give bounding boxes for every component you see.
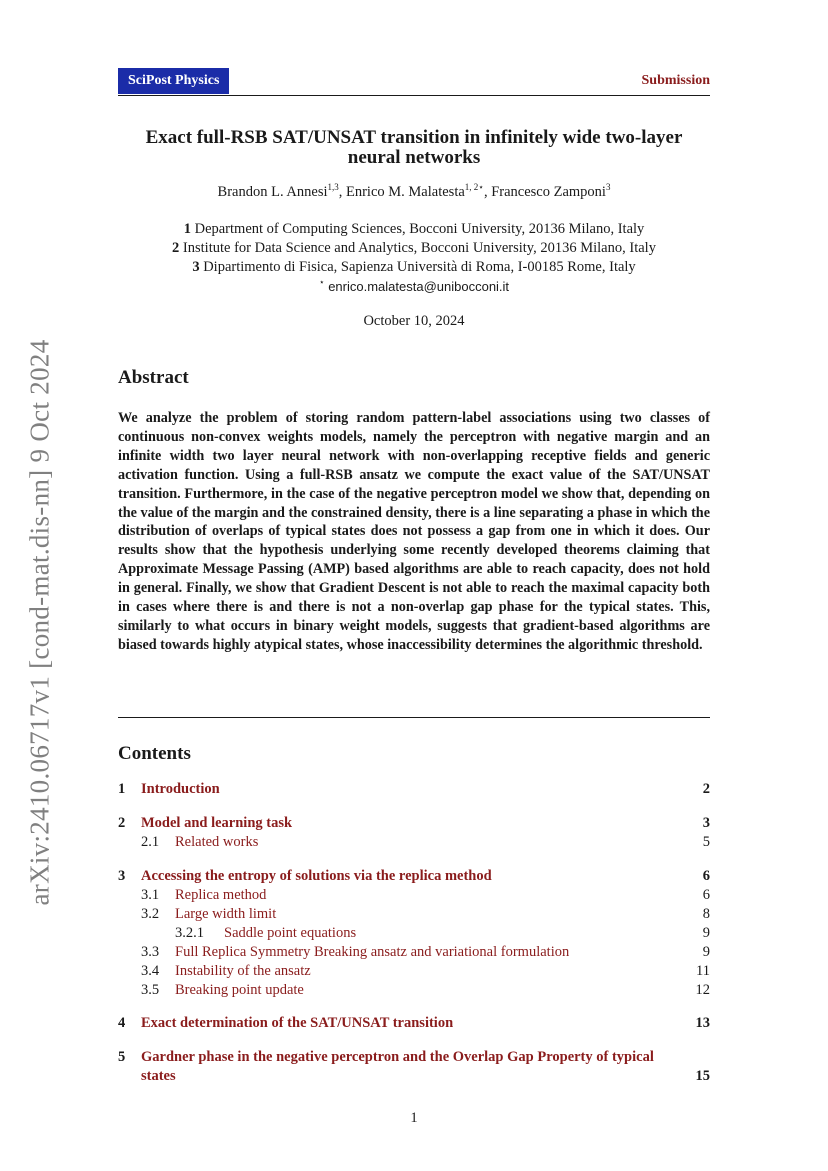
author-name: Enrico M. Malatesta [346, 184, 465, 200]
author-separator: , [338, 184, 346, 200]
toc-entry[interactable] [118, 1014, 710, 1033]
toc-title[interactable]: Model and learning task [141, 815, 293, 831]
affiliation-line [118, 258, 710, 277]
author-name: Brandon L. Annesi [217, 184, 328, 200]
toc-entry[interactable] [118, 1048, 710, 1086]
toc-number: 3.4 [141, 963, 160, 979]
affiliation-number: 2 [172, 240, 180, 256]
toc-page: 9 [702, 944, 710, 960]
page-number: 1 [410, 1110, 418, 1126]
toc-title[interactable]: Large width limit [175, 906, 277, 922]
affiliation-line [118, 220, 710, 239]
affiliation-text: Department of Computing Sciences, Bocconi University, 20136 Milano, Italy [194, 221, 645, 237]
toc-title[interactable]: Breaking point update [175, 982, 304, 998]
author-affiliation-mark: 3 [605, 182, 611, 193]
toc-title[interactable]: Accessing the entropy of solutions via the replica method [141, 868, 492, 884]
toc-entry[interactable] [118, 943, 710, 962]
toc-title[interactable]: Replica method [175, 887, 267, 903]
affiliation-number: 3 [192, 259, 200, 275]
toc-number: 3.1 [141, 887, 160, 903]
abstract-heading: Abstract [118, 367, 189, 388]
toc-entry[interactable] [118, 833, 710, 852]
toc-number: 3.2 [141, 906, 160, 922]
toc-page: 8 [702, 906, 710, 922]
toc-page: 13 [695, 1015, 710, 1031]
section-divider [118, 717, 710, 718]
toc-title[interactable]: Gardner phase in the negative perceptron and the Overlap Gap Property of typical states [141, 1049, 654, 1084]
author-list [118, 184, 710, 201]
toc-page: 5 [702, 834, 710, 850]
toc-page: 6 [702, 868, 710, 884]
toc-page: 2 [702, 781, 710, 797]
affiliations [118, 220, 710, 297]
affiliation-text: Dipartimento di Fisica, Sapienza Università di Roma, I-00185 Rome, Italy [203, 259, 636, 275]
paper-title: Exact full-RSB SAT/UNSAT transition in infinitely wide two-layer neural networks [145, 127, 683, 168]
toc-entry[interactable] [118, 780, 710, 799]
toc-page: 3 [702, 815, 710, 831]
publication-date: October 10, 2024 [363, 313, 465, 329]
toc-number: 3.2.1 [175, 925, 204, 941]
affiliation-text: Institute for Data Science and Analytics, Bocconi University, 20136 Milano, Italy [182, 240, 656, 256]
author-affiliation-mark: 1, 2⋆ [464, 182, 484, 193]
arxiv-sidebar [14, 330, 66, 914]
toc-entry[interactable] [118, 924, 710, 943]
author-name: Francesco Zamponi [491, 184, 606, 200]
toc-title[interactable]: Instability of the ansatz [175, 963, 311, 979]
toc-number: 3.3 [141, 944, 160, 960]
contact-email [118, 277, 710, 297]
email-address[interactable]: enrico.malatesta@unibocconi.it [328, 279, 510, 294]
arxiv-identifier: arXiv:2410.06717v1 [cond-mat.dis-nn] 9 Oct 2024 [24, 338, 55, 906]
toc-entry[interactable] [118, 962, 710, 981]
toc-title[interactable]: Related works [175, 834, 259, 850]
toc-title[interactable]: Full Replica Symmetry Breaking ansatz and variational formulation [175, 944, 570, 960]
journal-badge: SciPost Physics [118, 68, 229, 94]
page-header [118, 68, 710, 96]
toc-number: 2.1 [141, 834, 160, 850]
toc-page: 9 [702, 925, 710, 941]
abstract-text: We analyze the problem of storing random pattern-label associations using two classes of continuous non-convex weights models, namely the perceptron with negative margin and an infinite width two layer neural network with non-overlapping receptive fields and generic activation function. Using a full-RSB ansatz we compute the exact value of the SAT/UNSAT transition. Furthermore, in the case of the negative perceptron model we show that, depending on the value of the margin and the constrained density, there is a line separating a phase in which the distribution of overlaps of typical states does not possess a gap from one in which it does. Our results show that the hypothesis underlying some recently developed theorems claiming that Approximate Message Passing (AMP) based algorithms are able to reach capacity, does not hold in general. Finally, we show that Gradient Descent is not able to reach the maximal capacity both in cases where there is and there is not a non-overlap gap phase for the typical states. This, similarly to what occurs in binary weight models, suggests that gradient-based algorithms are biased towards highly atypical states, whose inaccessibility determines the algorithmic threshold. [118, 410, 710, 653]
toc-number: 3 [118, 868, 126, 884]
author-separator: , [483, 184, 492, 200]
toc-entry[interactable] [118, 905, 710, 924]
toc-title[interactable]: Introduction [141, 781, 220, 797]
toc-title[interactable]: Exact determination of the SAT/UNSAT transition [141, 1015, 454, 1031]
contents-heading: Contents [118, 743, 191, 764]
toc-number: 3.5 [141, 982, 160, 998]
affiliation-line [118, 239, 710, 258]
toc-page: 6 [702, 887, 710, 903]
toc-entry[interactable] [118, 867, 710, 886]
toc-number: 4 [118, 1015, 126, 1031]
toc-number: 5 [118, 1049, 126, 1065]
toc-title[interactable]: Saddle point equations [224, 925, 357, 941]
affiliation-number: 1 [183, 221, 191, 237]
author-affiliation-mark: 1,3 [327, 182, 339, 193]
toc-number: 1 [118, 781, 126, 797]
toc-entry[interactable] [118, 814, 710, 833]
toc-entry[interactable] [118, 886, 710, 905]
toc-number: 2 [118, 815, 126, 831]
toc-page: 15 [695, 1068, 710, 1084]
corresponding-author-mark: ⋆ [318, 277, 325, 288]
toc-page: 12 [695, 982, 710, 998]
toc-entry[interactable] [118, 981, 710, 1000]
toc-page: 11 [696, 963, 710, 979]
submission-label: Submission [641, 73, 710, 88]
